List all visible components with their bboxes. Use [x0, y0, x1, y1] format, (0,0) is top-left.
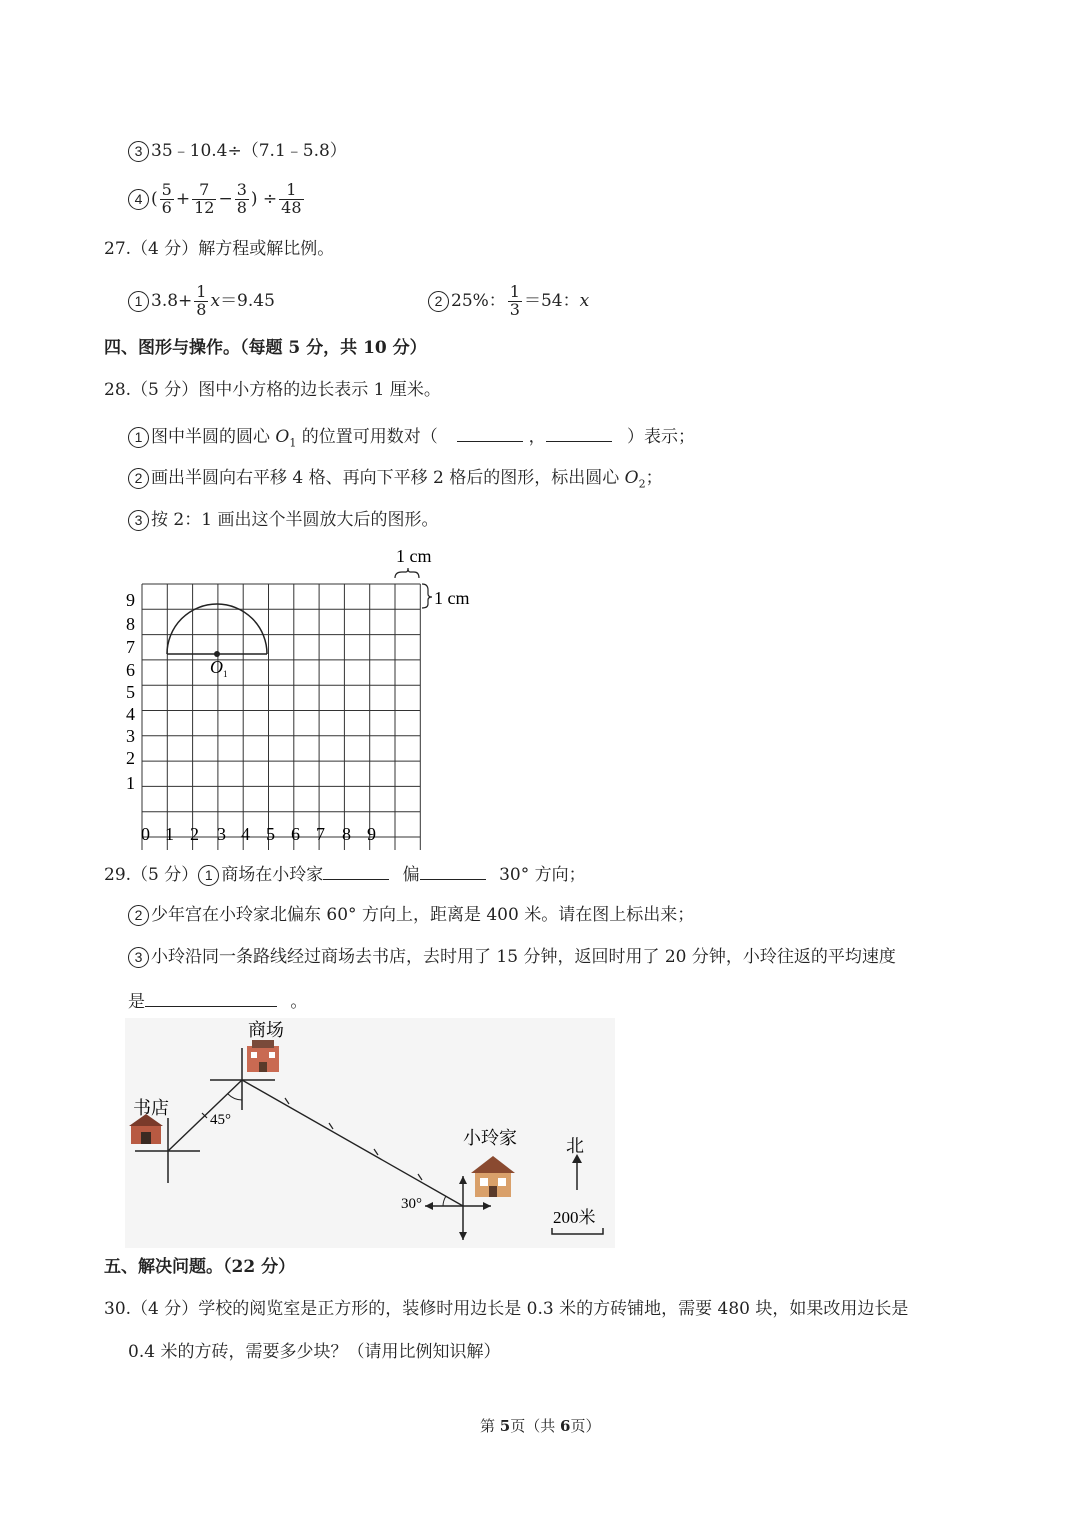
- page-footer: [480, 1419, 600, 1434]
- text: 少年宫在小玲家北偏东 60° 方向上，距离是 400 米。请在图上标出来；: [151, 905, 695, 925]
- grid-figure: [110, 540, 490, 850]
- q28-item2: [128, 468, 663, 489]
- section-4-heading: 四、图形与操作。（每题 5 分，共 10 分）: [104, 338, 427, 358]
- expr: ＝9.45: [220, 290, 275, 311]
- text: 30° 方向；: [499, 865, 586, 885]
- q26-item3-text: 35﹣10.4÷（7.1﹣5.8）: [151, 141, 347, 161]
- page-total: 6: [560, 1417, 571, 1435]
- y-tick-label: 7: [126, 637, 135, 657]
- expr: ＝54：: [523, 290, 580, 311]
- circled-number: 2: [128, 905, 149, 926]
- brace-top: [395, 568, 419, 578]
- denominator: 12: [194, 197, 215, 217]
- fraction: [279, 182, 303, 217]
- circled-number: 2: [128, 468, 149, 489]
- x-tick-label: 4: [241, 824, 250, 844]
- map-figure: [125, 1018, 615, 1248]
- footer-text: 页（共: [510, 1417, 560, 1435]
- subscript: 2: [638, 477, 646, 491]
- denominator: 48: [281, 197, 302, 217]
- x-tick-label: 2: [190, 824, 199, 844]
- angle-30-label: 30°: [401, 1196, 422, 1212]
- q30-line2: 0.4 米的方砖，需要多少块？（请用比例知识解）: [128, 1342, 501, 1362]
- numerator: 3: [236, 180, 247, 199]
- variable: O: [624, 468, 639, 488]
- q27-item2: [428, 284, 589, 319]
- variable: x: [210, 290, 221, 311]
- x-tick-label: 9: [367, 824, 376, 844]
- circled-number: 1: [198, 865, 219, 886]
- circled-number: 3: [128, 141, 149, 162]
- circled-number: 3: [128, 947, 149, 968]
- x-tick-label: 5: [266, 824, 275, 844]
- circled-number: 3: [128, 510, 149, 531]
- denominator: 8: [196, 299, 207, 319]
- q29-item2: [128, 905, 694, 926]
- semicircle: [167, 604, 267, 657]
- text: 偏: [402, 865, 420, 885]
- numerator: 1: [196, 282, 207, 301]
- section-5-heading: 五、解决问题。（22 分）: [104, 1257, 296, 1277]
- grid-lines: [142, 584, 420, 850]
- denominator: 3: [509, 299, 520, 319]
- footer-text: 第: [480, 1417, 500, 1435]
- operator: ) ÷: [250, 188, 278, 209]
- home-label: 小玲家: [463, 1128, 517, 1148]
- answer-blank[interactable]: [457, 425, 523, 442]
- answer-blank[interactable]: [145, 990, 277, 1007]
- answer-blank[interactable]: [546, 425, 612, 442]
- circled-number: 4: [128, 189, 149, 210]
- numerator: 1: [509, 282, 520, 301]
- north-label: 北: [566, 1136, 584, 1156]
- center-label: O: [210, 657, 223, 677]
- footer-text: 页）: [570, 1417, 601, 1435]
- angle-45-label: 45°: [210, 1112, 231, 1128]
- x-tick-label: 8: [342, 824, 351, 844]
- q29-title: 29.（5 分）: [104, 865, 199, 885]
- text: 小玲沿同一条路线经过商场去书店，去时用了 15 分钟，返回时用了 20 分钟，小玲往返的平均速度: [151, 947, 896, 967]
- x-axis-labels: [141, 824, 376, 844]
- text: ）表示；: [626, 427, 695, 447]
- fraction: [235, 182, 249, 217]
- brace-right: [422, 584, 432, 608]
- q28-title: 28.（5 分）图中小方格的边长表示 1 厘米。: [104, 380, 441, 400]
- x-tick-label: 1: [165, 824, 174, 844]
- q29-item3-line2: [128, 990, 307, 1011]
- x-tick-label: 0: [141, 824, 150, 844]
- q27-item1: [128, 284, 275, 319]
- x-tick-label: 3: [217, 824, 226, 844]
- answer-blank[interactable]: [420, 863, 486, 880]
- text: 画出半圆向右平移 4 格、再向下平移 2 格后的图形，标出圆心: [151, 468, 620, 488]
- paren: (: [151, 188, 158, 209]
- y-tick-label: 2: [126, 748, 135, 768]
- q28-item3: [128, 510, 438, 531]
- unit-label-right: 1 cm: [434, 588, 470, 608]
- denominator: 8: [236, 197, 247, 217]
- y-tick-label: 1: [126, 773, 135, 793]
- fraction: [192, 182, 216, 217]
- text: 的位置可用数对（: [301, 427, 438, 447]
- text: ；: [645, 468, 663, 488]
- circled-number: 2: [428, 291, 449, 312]
- variable: O: [275, 427, 290, 447]
- fraction: [160, 182, 174, 217]
- fraction: [194, 284, 208, 319]
- q26-item3: [128, 141, 347, 162]
- q29-item3: [128, 947, 896, 968]
- text: 按 2：1 画出这个半圆放大后的图形。: [151, 510, 439, 530]
- q30-line1: 30.（4 分）学校的阅览室是正方形的，装修时用边长是 0.3 米的方砖铺地，需要 480 块，如果改用边长是: [104, 1299, 909, 1319]
- y-tick-label: 9: [126, 590, 135, 610]
- numerator: 1: [279, 182, 303, 200]
- q27-title: 27.（4 分）解方程或解比例。: [104, 239, 335, 259]
- variable: x: [579, 290, 590, 311]
- text: 图中半圆的圆心: [151, 427, 270, 447]
- text: 商场在小玲家: [221, 865, 324, 885]
- expr: 25%：: [451, 290, 506, 311]
- numerator: 7: [192, 182, 216, 200]
- fraction: [508, 284, 522, 319]
- circled-number: 1: [128, 427, 149, 448]
- subscript: 1: [289, 436, 297, 450]
- scale-label: 200米: [553, 1208, 596, 1227]
- x-tick-label: 6: [291, 824, 300, 844]
- y-tick-label: 3: [126, 726, 135, 746]
- y-axis-labels: [126, 590, 135, 793]
- circled-number: 1: [128, 291, 149, 312]
- mall-label: 商场: [248, 1020, 284, 1040]
- x-tick-label: 7: [316, 824, 325, 844]
- bookstore-label: 书店: [133, 1098, 169, 1118]
- numerator: 5: [161, 180, 172, 199]
- y-tick-label: 6: [126, 660, 135, 680]
- y-tick-label: 5: [126, 682, 135, 702]
- center-subscript: 1: [223, 669, 228, 679]
- y-tick-label: 4: [126, 704, 135, 724]
- answer-blank[interactable]: [323, 863, 389, 880]
- y-tick-label: 8: [126, 614, 135, 634]
- q28-item1: [128, 425, 695, 448]
- unit-label-top: 1 cm: [396, 546, 432, 566]
- expr: 3.8+: [151, 290, 193, 311]
- text: 是: [128, 992, 145, 1012]
- text: ，: [528, 427, 546, 447]
- operator: −: [218, 188, 233, 209]
- operator: +: [175, 188, 191, 209]
- page-number: 5: [499, 1417, 511, 1435]
- text: 。: [290, 992, 308, 1012]
- q29-item1: [104, 863, 586, 886]
- q26-item4: [128, 182, 306, 217]
- denominator: 6: [161, 197, 172, 217]
